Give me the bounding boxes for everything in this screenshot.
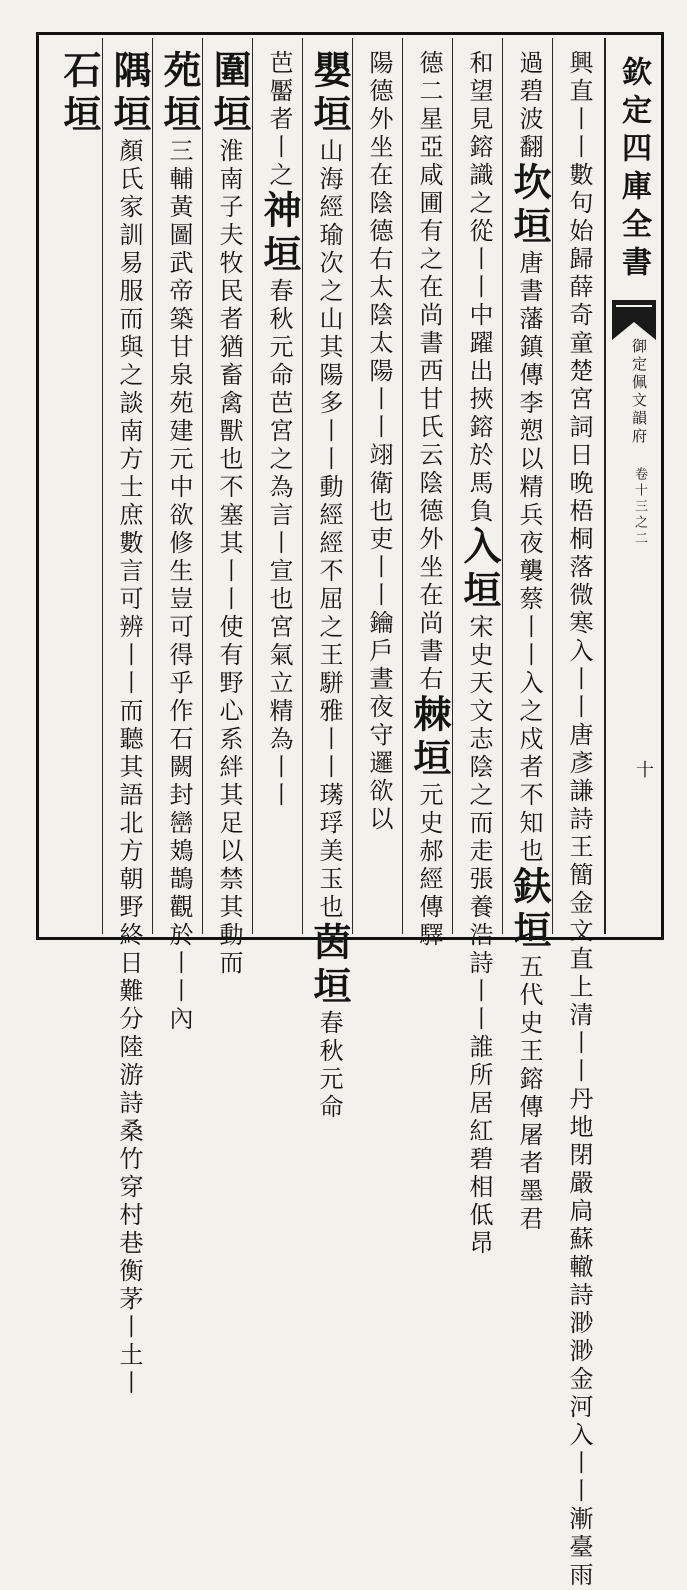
column-text: 有之在尚書西甘氏云陰德外坐在尚書右 xyxy=(415,218,443,694)
column-rule xyxy=(102,38,103,934)
column-text: 動經經不屈之王駢雅丨丨璓琈美玉也 xyxy=(315,474,343,922)
column-text: 夜守邏欲以 xyxy=(365,694,393,834)
volume-text: 卷十三之二 xyxy=(632,467,647,547)
column-text: 五代史王鎔傳屠者墨君 xyxy=(515,954,543,1234)
text-column xyxy=(358,50,400,930)
headword: 圍垣 xyxy=(207,50,252,138)
text-column xyxy=(307,50,352,1122)
text-column xyxy=(58,50,100,930)
column-rule xyxy=(452,38,453,934)
column-text: 丨宣也宮氣立精為丨丨 xyxy=(265,530,293,810)
column-text: 春秋元命 xyxy=(315,1010,343,1122)
headword: 棘垣 xyxy=(407,694,452,782)
text-column xyxy=(558,50,600,1590)
column-text: 芭靨者丨 xyxy=(265,50,293,162)
headword: 神垣 xyxy=(257,190,302,278)
text-column xyxy=(407,50,452,950)
column-text: 丨丨漸臺雨 xyxy=(565,1450,593,1590)
subtitle-text: 御定佩文韻府 xyxy=(630,338,648,446)
text-column xyxy=(207,50,252,978)
headword: 隅垣 xyxy=(107,50,152,138)
book-title: 欽定四庫全書 xyxy=(616,56,651,284)
column-text: 三輔黃圖武帝築甘泉苑建元中 xyxy=(165,138,193,502)
headword: 坎垣 xyxy=(507,162,552,250)
fish-tail-mark-icon xyxy=(612,300,656,340)
column-text: 和望見鎔識之從丨丨中躍出挾鎔於馬負 xyxy=(465,50,493,526)
column-rule xyxy=(552,38,553,934)
side-subtitle xyxy=(624,338,654,638)
column-rule xyxy=(402,38,403,934)
column-text: 之而走張養浩詩丨丨誰所居紅碧相低昂 xyxy=(465,782,493,1258)
column-text: 過碧波翻 xyxy=(515,50,543,162)
column-text: 欲修生豈可得乎 xyxy=(165,502,193,698)
headword: 石垣 xyxy=(57,50,102,138)
column-text: 德二星亞咸圃 xyxy=(415,50,443,218)
column-text: 絆其足以禁其動而 xyxy=(215,754,243,978)
headword: 入垣 xyxy=(457,526,502,614)
column-text: 也不塞其丨丨使有野心系 xyxy=(215,446,243,754)
headword: 鈇垣 xyxy=(507,866,552,954)
page-number: 十 xyxy=(633,760,654,778)
text-column xyxy=(107,50,152,1398)
column-text: 顏氏家訓易服而與之談南方士庶數言可辨丨丨而聽其 xyxy=(115,138,143,782)
column-text: 宋史天文志陰 xyxy=(465,614,493,782)
column-text: 淮南子夫牧民者猶畜禽獸 xyxy=(215,138,243,446)
headword: 嬰垣 xyxy=(307,50,352,138)
headword: 苑垣 xyxy=(157,50,202,138)
column-text: 陽德外坐在陰德右太陰太陽丨丨翊衛也 xyxy=(365,50,393,526)
column-text: 元史郝經傳驛 xyxy=(415,782,443,950)
column-text: 之 xyxy=(265,162,293,190)
text-column xyxy=(507,50,552,1234)
text-column xyxy=(157,50,202,1034)
column-text: 唐書藩鎮傳李愬以精兵夜 xyxy=(515,250,543,558)
margin-rule xyxy=(604,38,606,934)
column-rule xyxy=(302,38,303,934)
column-text: 春秋元命芭宮之為言 xyxy=(265,278,293,530)
column-text: 襲蔡丨丨入之戍者不知也 xyxy=(515,558,543,866)
column-text: 吏丨丨鑰戶晝 xyxy=(365,526,393,694)
headword: 茵垣 xyxy=(307,922,352,1010)
column-text: 作石闕封巒鳷鵲觀於丨丨內 xyxy=(165,698,193,1034)
column-rule xyxy=(352,38,353,934)
column-rule xyxy=(152,38,153,934)
column-rule xyxy=(252,38,253,934)
text-column xyxy=(258,50,300,930)
column-text: 山海經瑜次之山其陽多丨丨 xyxy=(315,138,343,474)
text-column xyxy=(457,50,502,1258)
column-rule xyxy=(502,38,503,934)
column-text: 彥謙詩王簡金文直上清丨丨丹地閉嚴扃蘇轍詩渺渺金河入 xyxy=(565,750,593,1450)
column-rule xyxy=(202,38,203,934)
column-text: 興直丨丨數句始歸薛奇童楚宮詞日晚梧桐落微寒入丨丨唐 xyxy=(565,50,593,750)
column-text: 語北方朝野終日難分陸游詩桑竹穿村巷衡茅丨土丨 xyxy=(115,782,143,1398)
